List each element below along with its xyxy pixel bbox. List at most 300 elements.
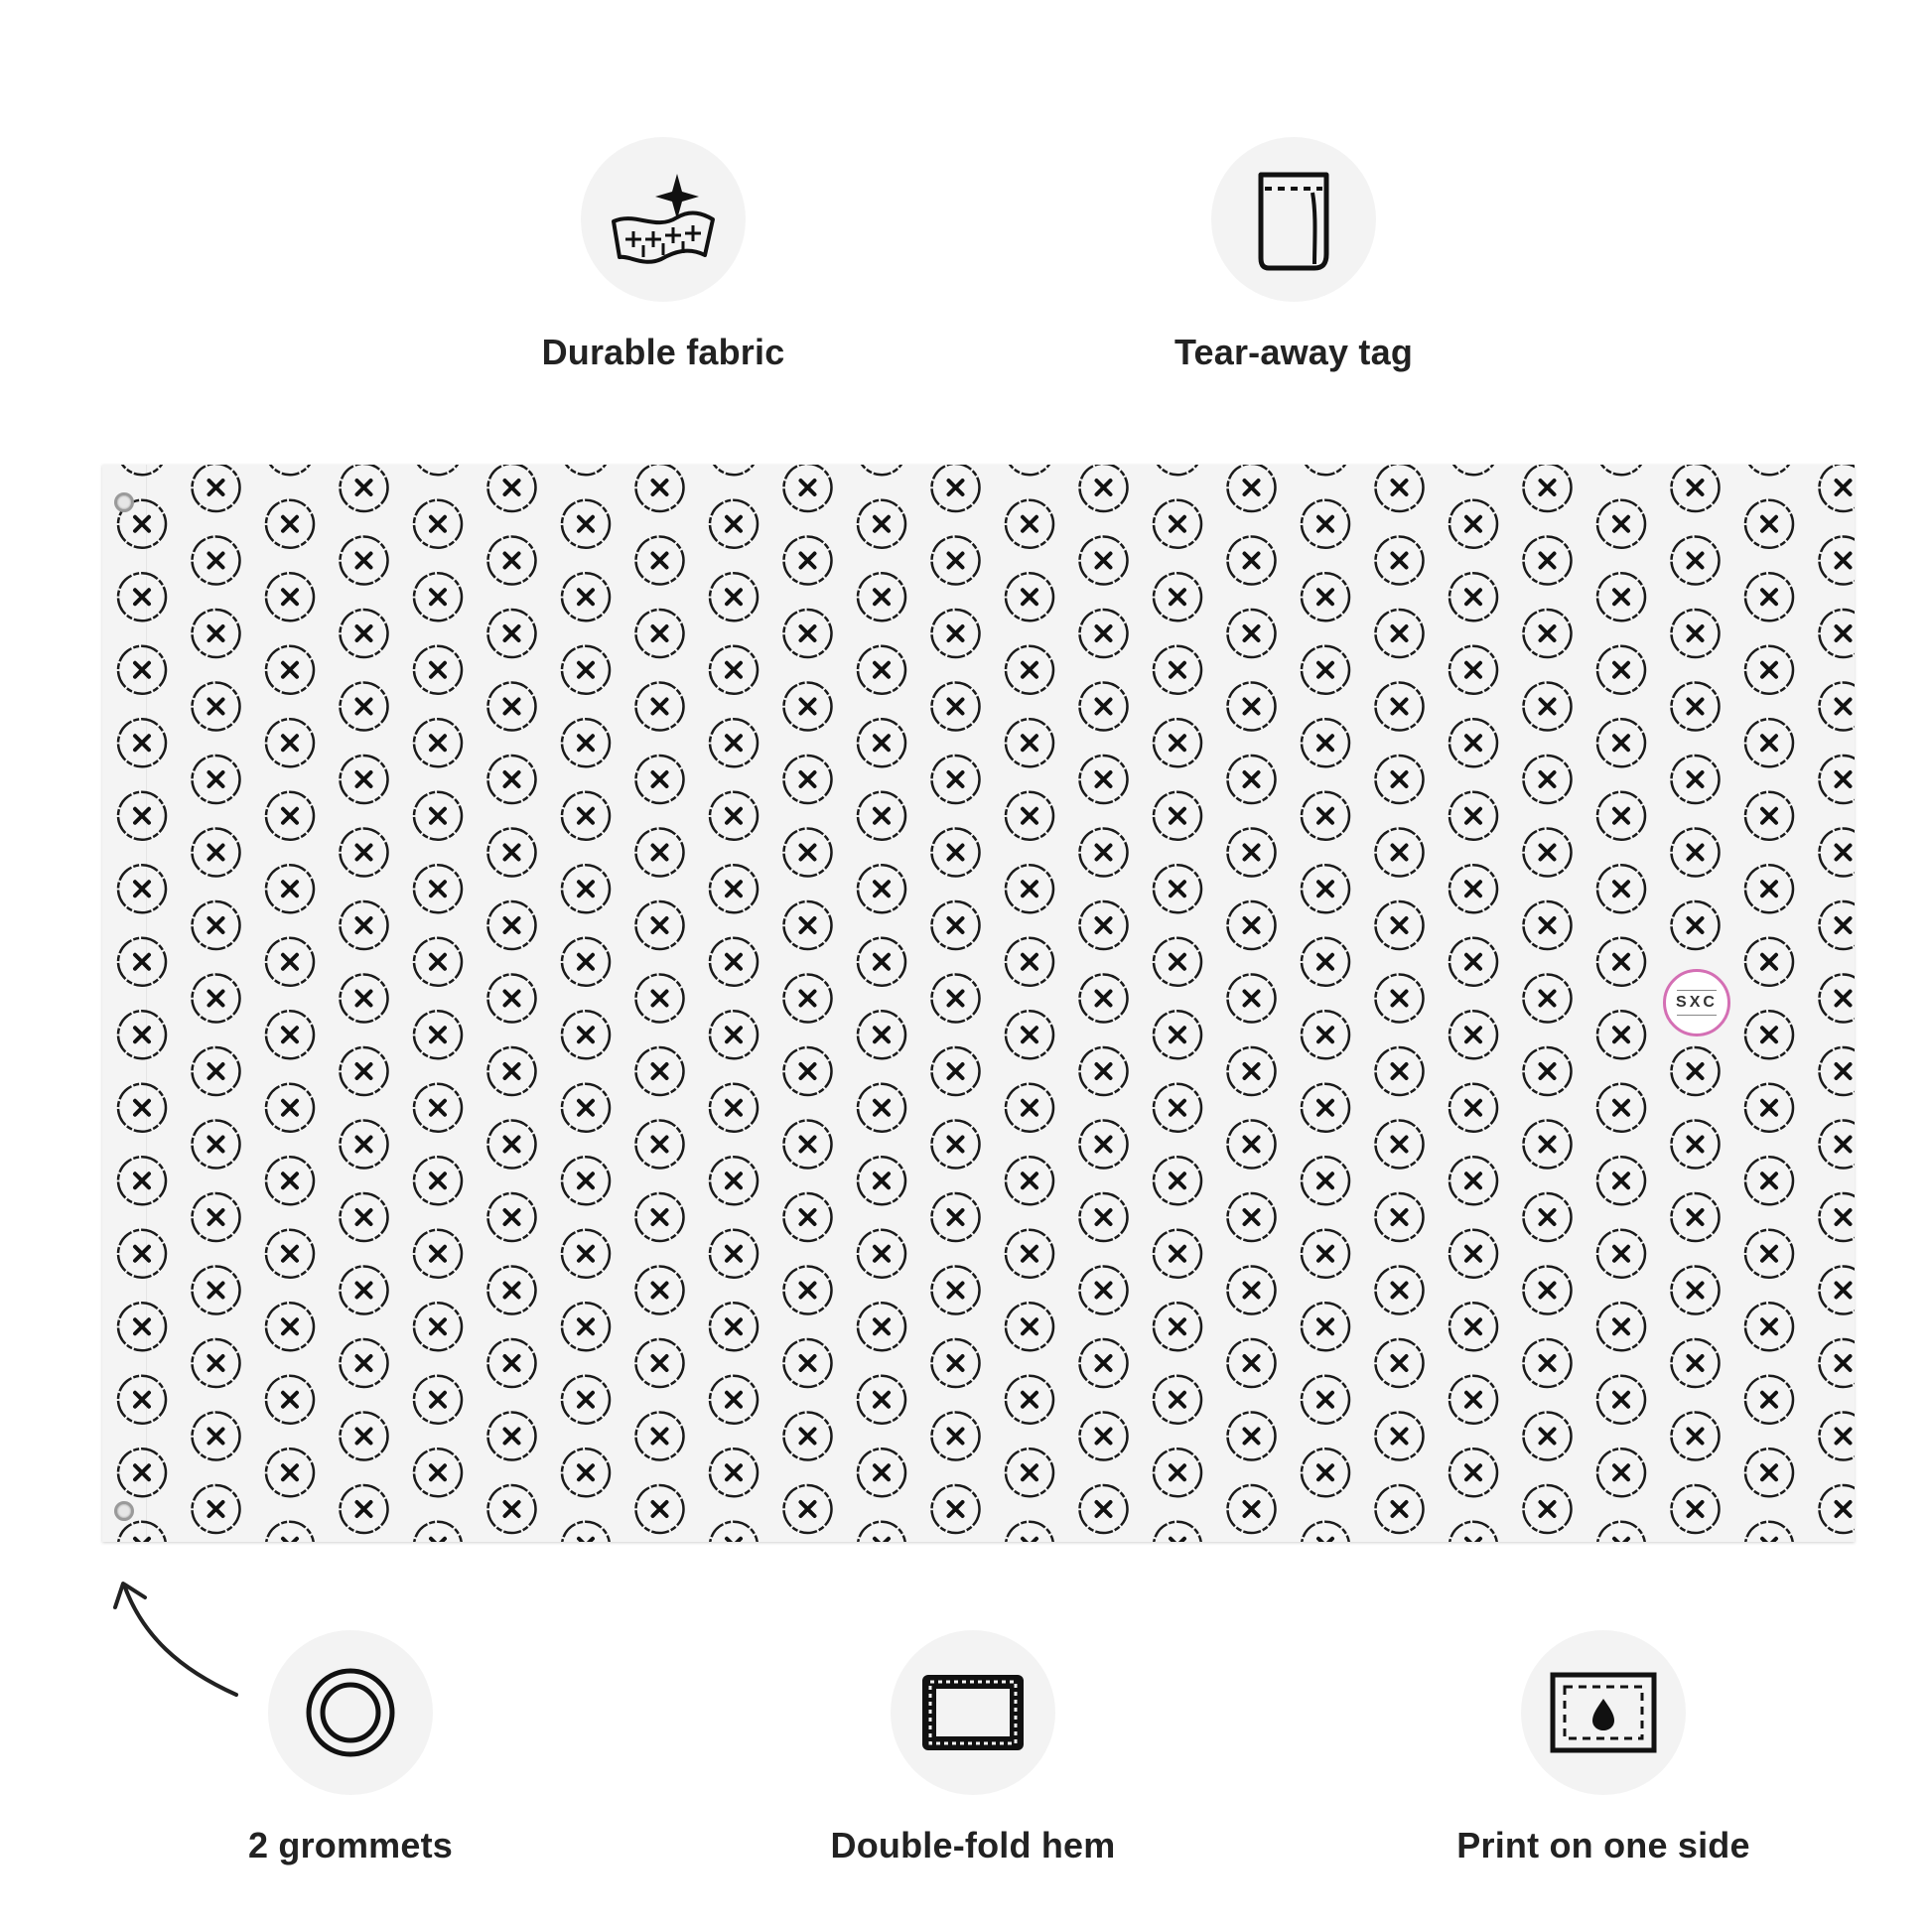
pattern-circle-x [266,719,314,766]
pattern-circle-x [1376,829,1424,877]
pattern-circle-x [1745,792,1793,840]
pattern-circle-x [1154,865,1201,912]
pattern-circle-x [1154,1303,1201,1350]
pattern-circle-x [1006,1157,1053,1204]
pattern-circle-x [1228,537,1276,585]
pattern-circle-x [488,829,536,877]
pattern-circle-x [1154,1157,1201,1204]
pattern-circle-x [562,719,610,766]
pattern-circle-x [1597,1303,1645,1350]
pattern-circle-x [710,1011,758,1058]
pattern-circle-x [1745,938,1793,986]
pattern-circle-x [1745,573,1793,621]
pattern-circle-x [1524,1121,1572,1169]
pattern-circle-x [1376,1485,1424,1533]
pattern-circle-x [1449,1157,1497,1204]
pattern-circle-x [1302,1230,1349,1278]
pattern-circle-x [1524,1339,1572,1387]
grommet-bottom [114,1501,134,1521]
pattern-circle-x [1006,1303,1053,1350]
pattern-circle-x [1154,500,1201,548]
pattern-circle-x [1302,1157,1349,1204]
pattern-circle-x [1597,646,1645,694]
pattern-circle-x [1302,500,1349,548]
feature-label: 2 grommets [247,1825,454,1865]
pattern-circle-x [1672,537,1720,585]
pattern-circle-x [1228,756,1276,803]
pattern-circle-x [1672,1193,1720,1241]
pattern-circle-x [1745,1376,1793,1424]
pattern-circle-x [636,537,684,585]
pattern-circle-x [341,975,388,1023]
pattern-circle-x [1524,1413,1572,1460]
logo-rule [1677,990,1717,991]
pattern-circle-x [1449,792,1497,840]
pattern-circle-x [1080,756,1128,803]
pattern-circle-x [784,1413,832,1460]
pattern-circle-x [858,1157,905,1204]
feature-label: Print on one side [1456,1825,1750,1865]
pattern-circle-x [932,975,980,1023]
pattern-circle-x [932,1339,980,1387]
pattern-circle-x [193,1047,240,1095]
pattern-circle-x [1745,465,1793,475]
pattern-circle-x [858,938,905,986]
pattern-circle-x [193,829,240,877]
pattern-circle-x [1154,1449,1201,1496]
pattern-circle-x [193,975,240,1023]
pattern-circle-x [341,1193,388,1241]
pattern-circle-x [784,1047,832,1095]
pattern-circle-x [784,1193,832,1241]
pattern-circle-x [266,792,314,840]
pattern-circle-x [1228,1047,1276,1095]
pattern-circle-x [1524,1193,1572,1241]
pattern-circle-x [341,537,388,585]
pattern-circle-x [1820,1047,1856,1095]
pattern-circle-x [1597,1084,1645,1132]
pattern-circle-x [1745,646,1793,694]
pattern-circle-x [193,901,240,949]
pattern-circle-x [1524,537,1572,585]
pattern-circle-x [118,646,166,694]
pattern-circle-x [266,938,314,986]
pattern-circle-x [1449,1084,1497,1132]
pattern-circle-x [1745,1084,1793,1132]
pattern-circle-x [858,1230,905,1278]
pattern-circle-x [1080,465,1128,511]
pattern-circle-x [488,1485,536,1533]
pattern-circle-x [932,1267,980,1314]
pattern-circle-x [1376,975,1424,1023]
pattern-circle-x [710,1449,758,1496]
pattern-circle-x [784,537,832,585]
feature-durable-fabric [455,137,872,373]
pattern-circle-x [1376,1121,1424,1169]
pattern-circle-x [784,1121,832,1169]
pattern-circle-x [1080,975,1128,1023]
pattern-circle-x [1154,573,1201,621]
pattern-circle-x [414,1011,462,1058]
pattern-circle-x [414,938,462,986]
pattern-circle-x [1154,1011,1201,1058]
pattern-circle-x [266,646,314,694]
pattern-circle-x [1597,1449,1645,1496]
pattern-circle-x [1820,465,1856,511]
pattern-circle-x [1006,465,1053,475]
pattern-circle-x [636,756,684,803]
hem-icon [891,1630,1055,1795]
pattern-circle-x [562,1376,610,1424]
pattern-circle-x [562,1522,610,1542]
pattern-circle-x [341,901,388,949]
pattern-circle-x [341,1339,388,1387]
pattern-circle-x [193,465,240,511]
pattern-circle-x [710,1157,758,1204]
pattern-circle-x [488,901,536,949]
pattern-circle-x [858,1084,905,1132]
pattern-circle-x [1302,1376,1349,1424]
pattern-circle-x [858,1303,905,1350]
pattern-circle-x [1820,537,1856,585]
pattern-circle-x [1228,1267,1276,1314]
pattern-circle-x [784,1339,832,1387]
pattern-circle-x [858,465,905,475]
pattern-circle-x [1524,610,1572,657]
pattern-circle-x [1376,1267,1424,1314]
pattern-circle-x [1080,610,1128,657]
pattern-circle-x [488,537,536,585]
pattern-circle-x [1672,1047,1720,1095]
pattern-circle-x [1672,683,1720,731]
pattern-circle-x [193,683,240,731]
pattern-circle-x [1302,573,1349,621]
pattern-circle-x [636,1121,684,1169]
pattern-circle-x [562,573,610,621]
pattern-circle-x [710,938,758,986]
pattern-circle-x [1449,938,1497,986]
pattern-circle-x [710,865,758,912]
pattern-circle-x [784,829,832,877]
pattern-circle-x [562,1303,610,1350]
pattern-circle-x [1154,1376,1201,1424]
pattern-circle-x [1597,1522,1645,1542]
pattern-circle-x [932,1413,980,1460]
pattern-circle-x [1228,975,1276,1023]
pattern-circle-x [266,465,314,475]
pattern-circle-x [858,646,905,694]
pattern-circle-x [710,792,758,840]
pattern-circle-x [858,865,905,912]
pattern-circle-x [488,1193,536,1241]
pattern-circle-x [1745,500,1793,548]
pattern-circle-x [341,1047,388,1095]
pattern-circle-x [414,1376,462,1424]
pattern-circle-x [636,1047,684,1095]
pattern-circle-x [1449,719,1497,766]
pattern-circle-x [858,573,905,621]
pattern-circle-x [193,537,240,585]
pattern-circle-x [784,901,832,949]
pattern-circle-x [1302,1084,1349,1132]
brand-logo-badge [1663,969,1730,1036]
pattern-circle-x [1820,975,1856,1023]
pattern-circle-x [1597,573,1645,621]
pattern-circle-x [193,1267,240,1314]
pattern-circle-x [414,719,462,766]
pattern-circle-x [1449,573,1497,621]
pattern-circle-x [341,465,388,511]
pattern-circle-x [1006,938,1053,986]
pattern-circle-x [193,610,240,657]
pattern-circle-x [562,792,610,840]
flag-product-image [102,465,1855,1542]
pattern-circle-x [1302,1522,1349,1542]
pattern-circle-x [1154,1522,1201,1542]
pattern-circle-x [1080,683,1128,731]
pattern-circle-x [193,1485,240,1533]
pattern-circle-x [1006,573,1053,621]
pattern-circle-x [1376,1339,1424,1387]
pattern-circle-x [193,1413,240,1460]
pattern-circle-x [1302,1449,1349,1496]
pattern-circle-x [710,646,758,694]
pattern-circle-x [1672,1413,1720,1460]
pattern-circle-x [1820,1413,1856,1460]
print-side-icon [1521,1630,1686,1795]
pattern-circle-x [1154,465,1201,475]
pattern-circle-x [636,1339,684,1387]
pattern-circle-x [1449,1230,1497,1278]
pattern-circle-x [414,465,462,475]
pattern-circle-x [193,756,240,803]
pattern-circle-x [1228,1339,1276,1387]
pattern-circle-x [488,683,536,731]
pattern-circle-x [1820,1485,1856,1533]
pattern-circle-x [1672,1485,1720,1533]
pattern-circle-x [118,792,166,840]
pattern-circle-x [1228,901,1276,949]
pattern-circle-x [341,1485,388,1533]
pattern-circle-x [1228,1193,1276,1241]
pattern-circle-x [118,1011,166,1058]
pattern-circle-x [784,1485,832,1533]
pattern-circle-x [636,610,684,657]
pattern-circle-x [414,646,462,694]
pattern-circle-x [1228,1485,1276,1533]
pattern-circle-x [1080,1193,1128,1241]
pattern-circle-x [636,683,684,731]
pattern-circle-x [636,1267,684,1314]
pattern-circle-x [710,1230,758,1278]
pattern-circle-x [710,1084,758,1132]
pattern-circle-x [1820,1267,1856,1314]
pattern-circle-x [1524,1267,1572,1314]
pattern-circle-x [1449,865,1497,912]
pattern-circle-x [1524,1485,1572,1533]
pattern-circle-x [1006,646,1053,694]
pattern-circle-x [1376,465,1424,511]
pattern-circle-x [1449,1449,1497,1496]
pattern-circle-x [414,1449,462,1496]
pattern-circle-x [1745,1449,1793,1496]
pattern-circle-x [1820,1193,1856,1241]
pattern-circle-x [932,465,980,511]
pattern-circle-x [266,1449,314,1496]
pattern-circle-x [1597,1011,1645,1058]
pattern-circle-x [710,1303,758,1350]
pattern-circle-x [636,901,684,949]
pattern-circle-x [488,1267,536,1314]
pattern-circle-x [562,938,610,986]
pattern-circle-x [266,1230,314,1278]
pattern-circle-x [1376,537,1424,585]
pattern-circle-x [414,792,462,840]
pattern-circle-x [1597,792,1645,840]
pattern-circle-x [1302,465,1349,475]
pattern-circle-x [858,719,905,766]
pattern-circle-x [858,1449,905,1496]
pattern-circle-x [858,500,905,548]
pattern-circle-x [1672,901,1720,949]
pattern-circle-x [1154,938,1201,986]
pattern-circle-x [414,1522,462,1542]
pattern-circle-x [266,1522,314,1542]
pattern-circle-x [784,756,832,803]
pattern-circle-x [1302,719,1349,766]
pattern-circle-x [118,1522,166,1542]
pattern-circle-x [784,465,832,511]
pattern-circle-x [1376,610,1424,657]
pattern-circle-x [266,865,314,912]
pattern-circle-x [414,1157,462,1204]
pattern-circle-x [1449,500,1497,548]
pattern-circle-x [784,610,832,657]
pattern-circle-x [1006,1522,1053,1542]
pattern-circle-x [118,1157,166,1204]
pattern-circle-x [1080,829,1128,877]
pattern-circle-x [488,975,536,1023]
pattern-circle-x [118,1303,166,1350]
feature-label: Durable fabric [541,332,785,372]
pattern-circle-x [341,1413,388,1460]
pattern-circle-x [1080,1339,1128,1387]
pattern-circle-x [1820,610,1856,657]
feature-2-grommets [142,1630,559,1866]
pattern-circle-x [1376,756,1424,803]
pattern-circle-x [488,1339,536,1387]
pattern-circle-x [341,683,388,731]
pattern-circle-x [1449,646,1497,694]
pattern-circle-x [414,500,462,548]
pattern-circle-x [266,1303,314,1350]
pattern-circle-x [710,719,758,766]
pattern-circle-x [118,573,166,621]
pattern-circle-x [710,465,758,475]
pattern-circle-x [1672,610,1720,657]
pattern-circle-x [636,1413,684,1460]
pattern-circle-x [1006,1011,1053,1058]
pattern-circle-x [1080,1047,1128,1095]
pattern-circle-x [1449,1011,1497,1058]
grommet-top [114,492,134,512]
pattern-circle-x [1154,719,1201,766]
pattern-circle-x [1228,683,1276,731]
pattern-circle-x [784,975,832,1023]
pattern-circle-x [1302,792,1349,840]
pattern-circle-x [1302,865,1349,912]
pattern-circle-x [1302,938,1349,986]
pattern-circle-x [784,683,832,731]
pattern-circle-x [1524,756,1572,803]
pattern-circle-x [488,1121,536,1169]
pattern-circle-x [932,610,980,657]
feature-label: Double-fold hem [830,1825,1116,1865]
pattern-circle-x [1597,865,1645,912]
pattern-circle-x [1449,465,1497,475]
logo-rule [1677,1015,1717,1016]
pattern-circle-x [1228,1121,1276,1169]
pattern-circle-x [118,465,166,475]
pattern-circle-x [932,1485,980,1533]
pattern-circle-x [562,1084,610,1132]
pattern-circle-x [932,537,980,585]
pattern-circle-x [341,1267,388,1314]
pattern-circle-x [1228,610,1276,657]
pattern-circle-x [1302,646,1349,694]
pattern-circle-x [562,1230,610,1278]
fabric-sparkle-icon [581,137,746,302]
pattern-circle-x [636,1485,684,1533]
pattern-circle-x [1820,829,1856,877]
pattern-circle-x [710,1522,758,1542]
pattern-circle-x [636,465,684,511]
pattern-circle-x [193,1193,240,1241]
pattern-circle-x [562,465,610,475]
pattern-circle-x [1597,938,1645,986]
pattern-circle-x [1745,1303,1793,1350]
pattern-circle-x [1376,901,1424,949]
pattern-circle-x [932,901,980,949]
pattern-circle-x [1080,1413,1128,1460]
pattern-circle-x [1228,1413,1276,1460]
pattern-circle-x [1524,829,1572,877]
pattern-circle-x [1080,901,1128,949]
pattern-circle-x [1006,1449,1053,1496]
pattern-circle-x [1745,1522,1793,1542]
pattern-circle-x [118,1230,166,1278]
pattern-circle-x [1524,683,1572,731]
pattern-circle-x [1302,1011,1349,1058]
pattern-circle-x [932,683,980,731]
pattern-circle-x [1154,1230,1201,1278]
pattern-circle-x [488,1047,536,1095]
pattern-circle-x [1597,719,1645,766]
pattern-circle-x [1302,1303,1349,1350]
pattern-circle-x [1524,1047,1572,1095]
pattern-circle-x [1820,1121,1856,1169]
pattern-circle-x [1597,500,1645,548]
pattern-circle-x [266,1011,314,1058]
pattern-circle-x [1006,500,1053,548]
pattern-circle-x [118,1449,166,1496]
pattern-circle-x [784,1267,832,1314]
pattern-circle-x [1820,1339,1856,1387]
pattern-circle-x [1154,646,1201,694]
pattern-circle-x [1228,829,1276,877]
pattern-circle-x [414,1230,462,1278]
pattern-circle-x [932,756,980,803]
